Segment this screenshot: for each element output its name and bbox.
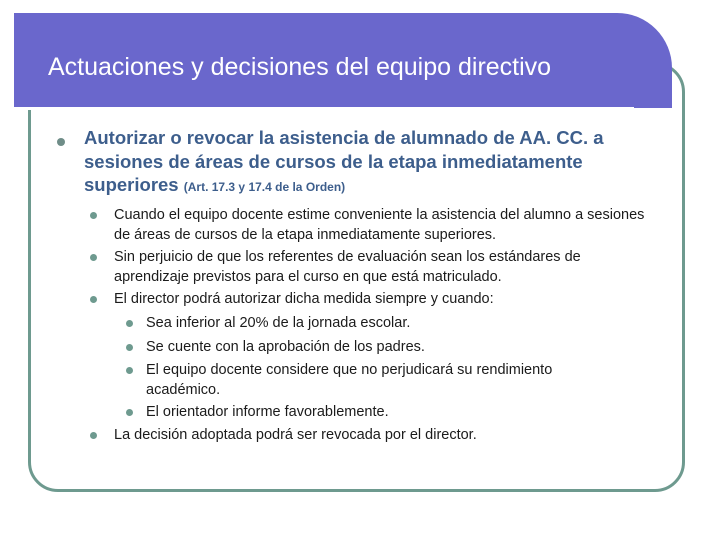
condition-item: Se cuente con la aprobación de los padres.: [146, 339, 425, 355]
bullet-icon: [57, 138, 65, 146]
bullet-icon: [90, 432, 97, 439]
sub-point: Cuando el equipo docente estime conveniente la asistencia del alumno a sesiones de áreas de cursos de la etapa inmediatamente superiores.: [114, 207, 645, 243]
page-title: Actuaciones y decisiones del equipo directivo: [48, 53, 552, 81]
main-point-text: Autorizar o revocar la asistencia de alumnado de AA. CC. a sesiones de áreas de cursos de la etapa inmediatamente superiores: [84, 127, 604, 195]
article-reference: (Art. 17.3 y 17.4 de la Orden): [183, 180, 346, 194]
condition-item: El orientador informe favorablemente.: [146, 404, 389, 420]
sub-point: La decisión adoptada podrá ser revocada por el director.: [114, 427, 477, 443]
sub-point: El director podrá autorizar dicha medida siempre y cuando:: [114, 291, 494, 307]
sub-point: Sin perjuicio de que los referentes de evaluación sean los estándares de aprendizaje previstos para el curso en que está matriculado.: [114, 249, 581, 285]
bullet-icon: [126, 367, 133, 374]
bullet-icon: [126, 320, 133, 327]
bullet-icon: [90, 296, 97, 303]
bullet-icon: [90, 212, 97, 219]
bullet-icon: [126, 409, 133, 416]
bullet-icon: [90, 254, 97, 261]
bullet-icon: [126, 344, 133, 351]
main-point: [84, 126, 674, 200]
condition-item: El equipo docente considere que no perjudicará su rendimiento académico.: [146, 362, 553, 398]
condition-item: Sea inferior al 20% de la jornada escolar.: [146, 315, 411, 331]
